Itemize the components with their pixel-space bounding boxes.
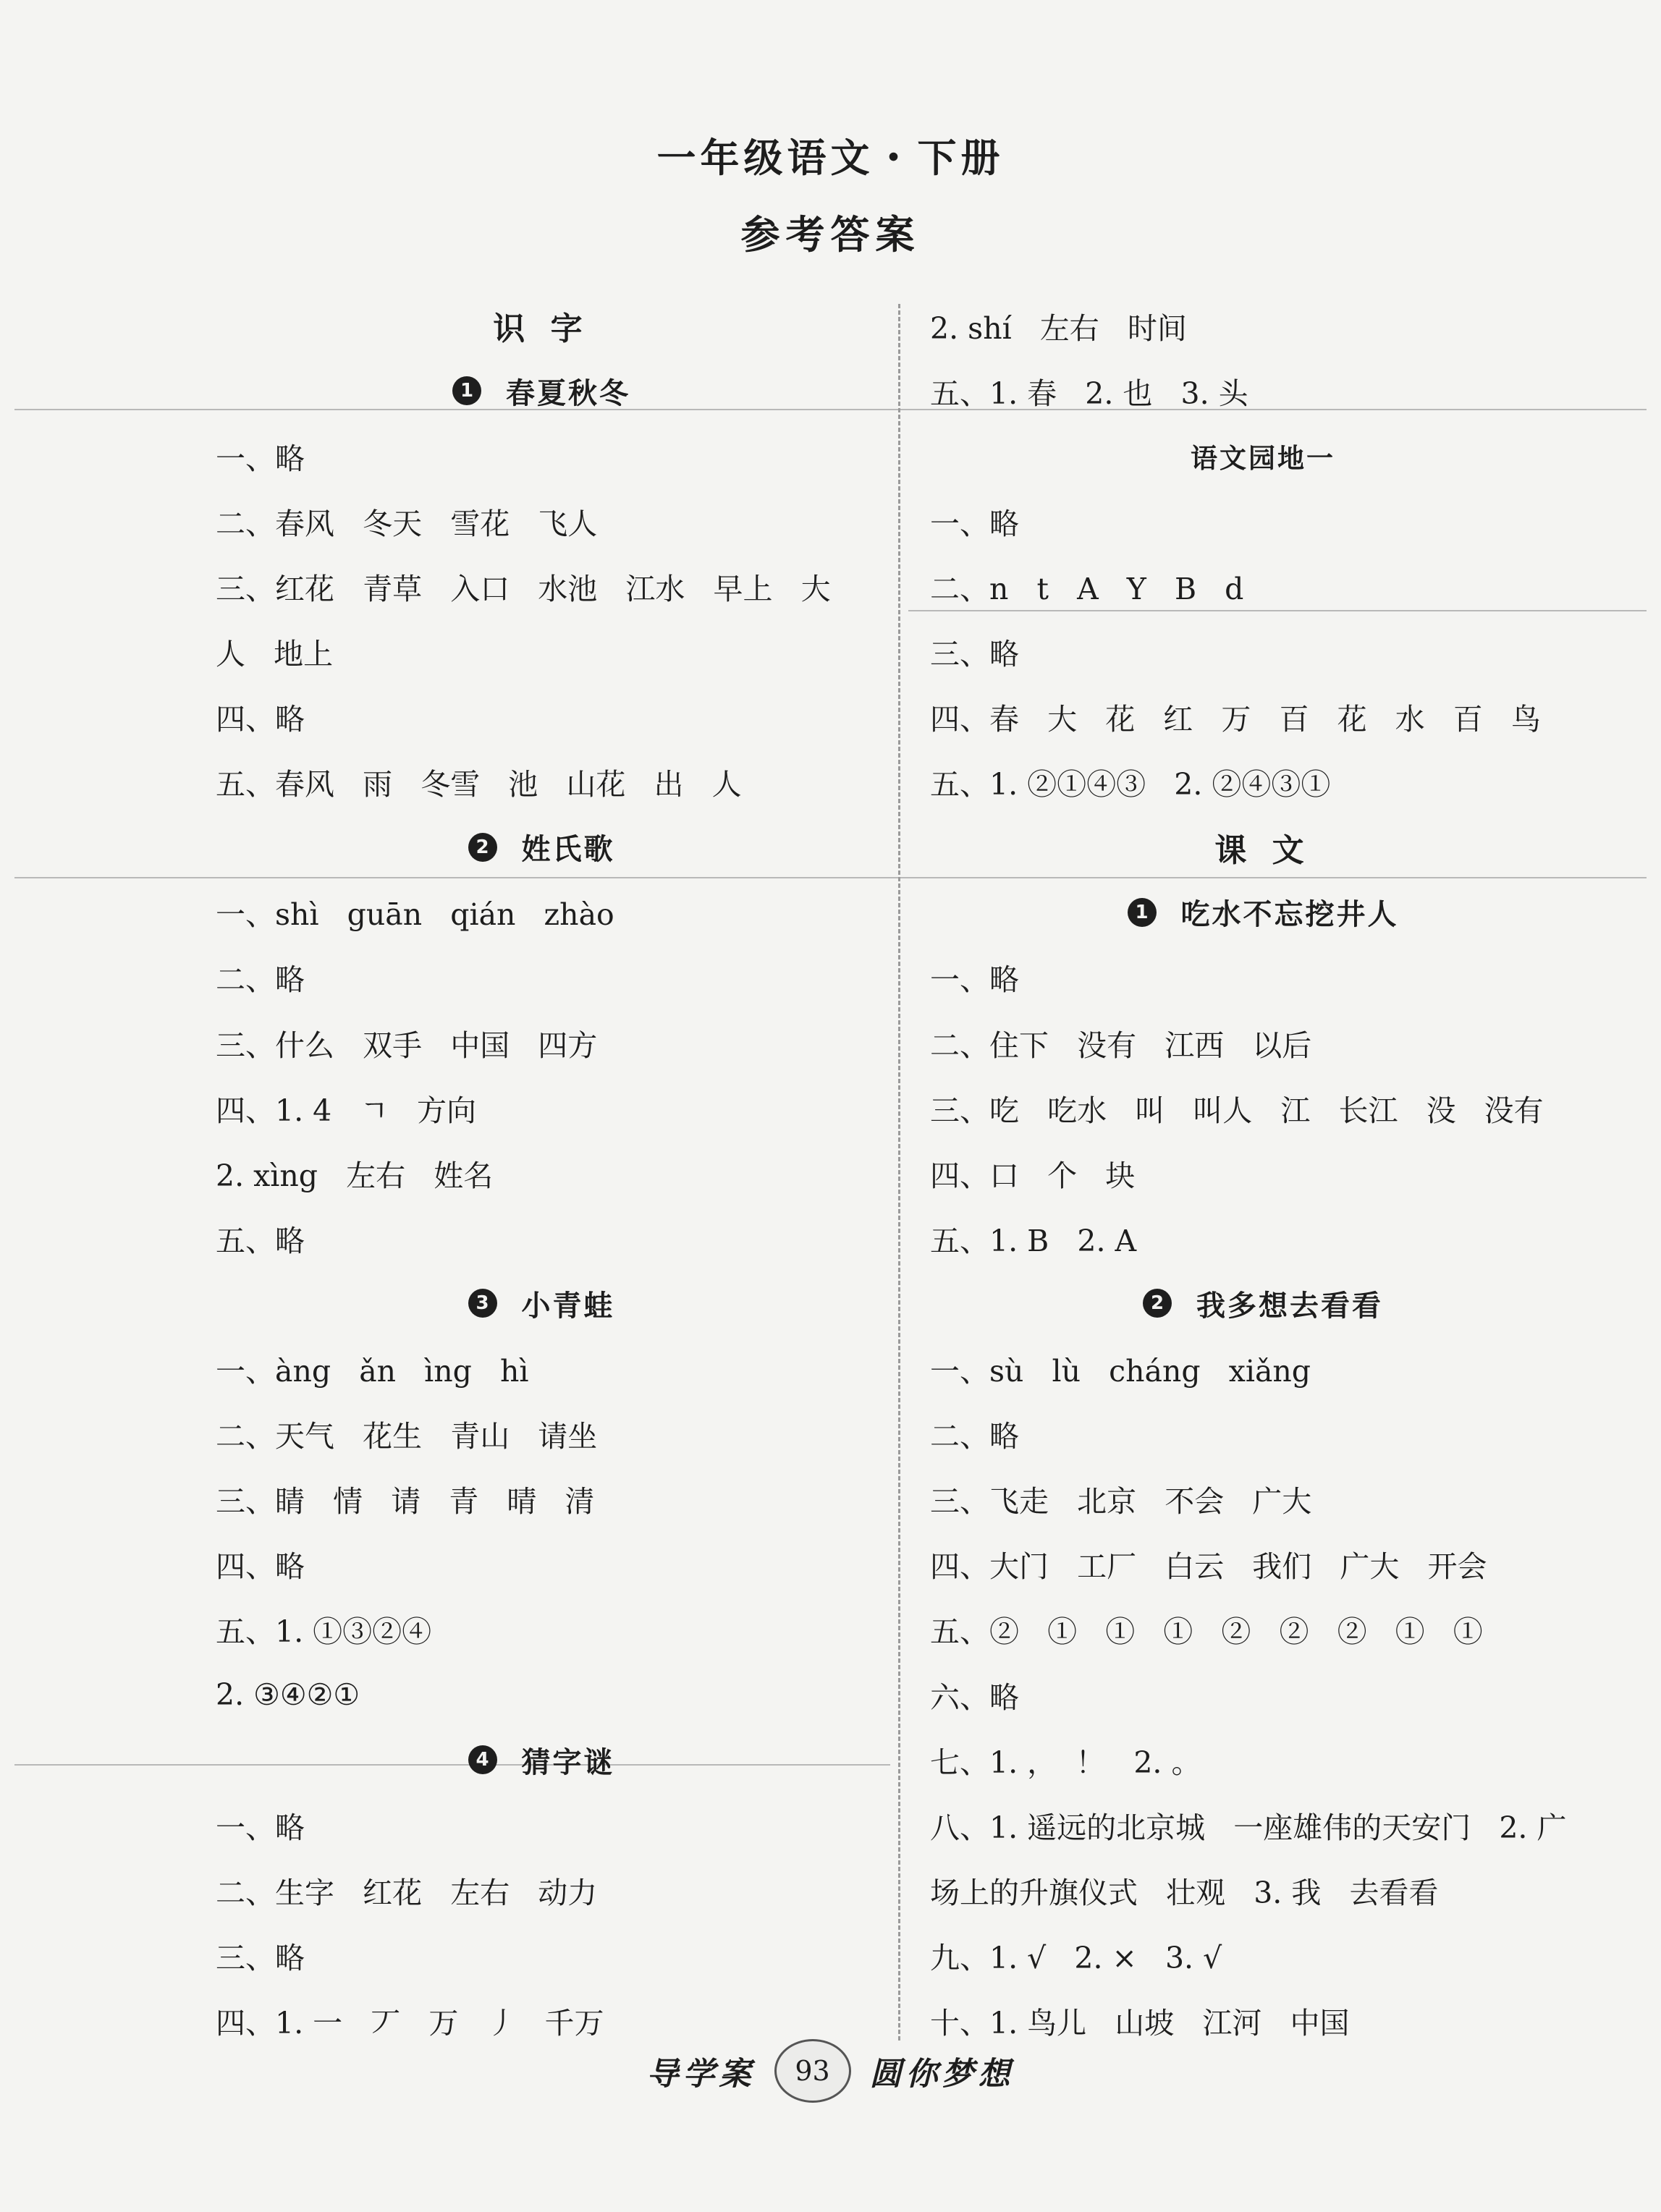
answer-line: 五、略: [216, 1223, 305, 1258]
answer-line: 六、略: [930, 1679, 1019, 1715]
lesson-number-badge: 1: [452, 376, 481, 405]
answer-line: 2. shí 左右 时间: [930, 310, 1187, 346]
section-heading: 课 文: [1214, 831, 1311, 869]
lesson-number-badge: 4: [468, 1745, 497, 1774]
answer-line: 一、àng ǎn ìng hì: [216, 1354, 529, 1389]
answer-line: 十、1. 鸟儿 山坡 江河 中国: [930, 2005, 1350, 2041]
lesson-heading: [930, 1271, 1596, 1336]
answer-line: 一、shì guān qián zhào: [216, 897, 614, 933]
lesson-number-badge: 3: [468, 1289, 497, 1318]
lesson-title: 吃水不忘挖井人: [1180, 897, 1399, 932]
answer-line: 二、略: [216, 962, 305, 998]
footer: [0, 2039, 1661, 2103]
answer-line: 一、略: [930, 962, 1019, 998]
lesson-title: 我多想去看看: [1196, 1288, 1383, 1323]
answer-line: 五、② ① ① ① ② ② ② ① ①: [930, 1614, 1483, 1650]
lesson-number-badge: 2: [1143, 1289, 1172, 1318]
footer-brand-left: 导学案: [646, 2056, 756, 2093]
answer-line: 三、睛 情 请 青 晴 清: [216, 1484, 595, 1520]
answer-line: 三、吃 吃水 叫 叫人 江 长江 没 没有: [930, 1093, 1544, 1128]
answer-line: 三、飞走 北京 不会 广大: [930, 1484, 1312, 1520]
answer-line: 九、1. √ 2. × 3. √: [930, 1940, 1222, 1975]
answer-line: 四、春 大 花 红 万 百 花 水 百 鸟: [930, 702, 1541, 737]
answer-line: 二、春风 冬天 雪花 飞人: [216, 506, 598, 541]
answer-line: 四、大门 工厂 白云 我们 广大 开会: [930, 1549, 1487, 1585]
answer-line: 八、1. 遥远的北京城 一座雄伟的天安门 2. 广: [930, 1810, 1567, 1845]
answer-line: 五、春风 雨 冬雪 池 山花 出 人: [216, 767, 742, 802]
lesson-heading: [216, 1727, 867, 1792]
lesson-title: 语文园地一: [1191, 442, 1335, 475]
answer-line: 五、1. ②①④③ 2. ②④③①: [930, 767, 1331, 802]
answer-line: 四、略: [216, 702, 305, 737]
answer-line: 场上的升旗仪式 壮观 3. 我 去看看: [930, 1875, 1439, 1910]
lesson-heading: [930, 423, 1596, 488]
lesson-title: 春夏秋冬: [506, 376, 630, 410]
page-subtitle: 参考答案: [740, 211, 921, 258]
answer-line: 四、1. 一 丆 万 丿 千万: [216, 2005, 604, 2041]
answer-line: 二、n t A Y B d: [930, 571, 1244, 606]
answer-line: 三、略: [216, 1940, 305, 1975]
lesson-heading: [216, 1271, 867, 1336]
section-heading: 识 字: [493, 310, 590, 348]
lesson-number-badge: 1: [1128, 898, 1157, 927]
lesson-number-badge: 2: [468, 833, 497, 862]
answer-line: 一、sù lù cháng xiǎng: [930, 1354, 1311, 1389]
answer-line: 2. xìng 左右 姓名: [216, 1158, 494, 1193]
answer-line: 二、略: [930, 1419, 1019, 1454]
lesson-heading: [930, 880, 1596, 945]
answer-line: 四、1. 4 ㄱ 方向: [216, 1093, 477, 1128]
answer-line: 七、1. ， ！ 2. 。: [930, 1745, 1201, 1780]
answer-line: 三、什么 双手 中国 四方: [216, 1027, 598, 1063]
lesson-title: 猜字谜: [521, 1745, 615, 1779]
answer-line: 一、略: [216, 441, 305, 476]
answer-line: 五、1. 春 2. 也 3. 头: [930, 376, 1248, 411]
answer-line: 三、红花 青草 入口 水池 江水 早上 大: [216, 571, 831, 606]
answer-line: 二、住下 没有 江西 以后: [930, 1027, 1312, 1063]
answer-line: 三、略: [930, 637, 1019, 672]
column-divider: [898, 304, 900, 2041]
page-number: 93: [774, 2039, 851, 2103]
lesson-title: 姓氏歌: [521, 832, 615, 867]
answer-line: 四、口 个 块: [930, 1158, 1136, 1193]
lesson-heading: [216, 815, 867, 880]
answer-line: 人 地上: [216, 637, 334, 672]
lesson-heading: [216, 358, 867, 423]
answer-line: 五、1. B 2. A: [930, 1223, 1137, 1258]
footer-brand-right: 圆你梦想: [869, 2056, 1015, 2093]
lesson-title: 小青蛙: [521, 1288, 615, 1323]
page-title: 一年级语文・下册: [656, 135, 1005, 181]
answer-line: 四、略: [216, 1549, 305, 1585]
answer-line: 2. ③④②①: [216, 1677, 360, 1713]
answer-line: 二、生字 红花 左右 动力: [216, 1875, 598, 1910]
answer-line: 一、略: [930, 506, 1019, 541]
answer-line: 五、1. ①③②④: [216, 1614, 432, 1650]
right-answer-column: [930, 293, 1596, 2054]
answer-line: 二、天气 花生 青山 请坐: [216, 1419, 598, 1454]
left-answer-column: [216, 293, 867, 2054]
answer-line: 一、略: [216, 1810, 305, 1845]
